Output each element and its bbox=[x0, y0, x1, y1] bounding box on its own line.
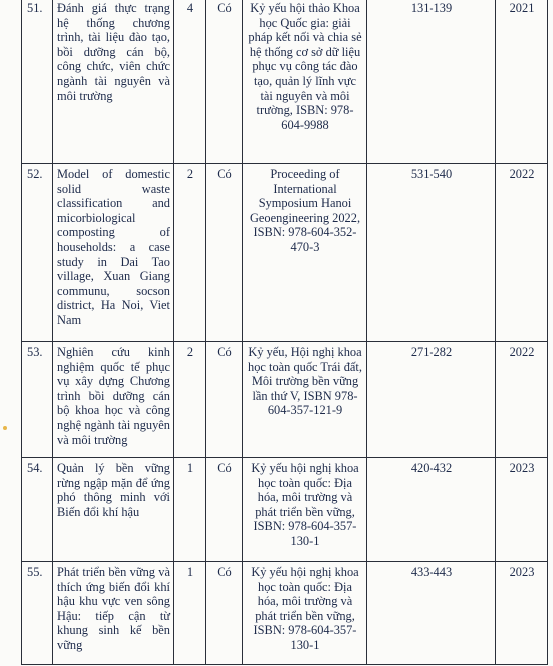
row-author-count: 4 bbox=[174, 0, 206, 164]
row-title: Đánh giá thực trạng hệ thống chương trình, tài liệu đào tạo, bồi dưỡng cán bộ, công chức, viên chức ngành tài nguyên và môi trường bbox=[53, 0, 174, 164]
row-venue: Proceeding of International Symposium Hanoi Geoengineering 2022, ISBN: 978-604-352-470-3 bbox=[243, 164, 367, 342]
scan-mark bbox=[3, 426, 7, 430]
row-title: Nghiên cứu kinh nghiệm quốc tế phục vụ xây dựng Chương trình bồi dưỡng cán bộ khoa học và công nghệ ngành tài nguyên và môi trường bbox=[53, 342, 174, 458]
row-title: Phát triển bền vững và thích ứng biến đổi khí hậu khu vực ven sông Hậu: tiếp cận từ khung sinh kế bền vững bbox=[53, 562, 174, 665]
row-author-count: 1 bbox=[174, 458, 206, 562]
row-number: 53. bbox=[22, 342, 53, 458]
row-venue: Kỷ yếu hội nghị khoa học toàn quốc: Địa hóa, môi trường và phát triển bền vững, ISBN: 978-604-357-130-1 bbox=[243, 562, 367, 665]
row-pages: 420-432 bbox=[367, 458, 496, 562]
row-main-author: Có bbox=[206, 0, 243, 164]
row-year: 2023 bbox=[496, 562, 548, 665]
row-main-author: Có bbox=[206, 458, 243, 562]
row-venue: Kỷ yếu, Hội nghị khoa học toàn quốc Trái đất, Môi trường bền vững lần thứ V, ISBN 978-604-357-121-9 bbox=[243, 342, 367, 458]
row-pages: 531-540 bbox=[367, 164, 496, 342]
row-author-count: 2 bbox=[174, 342, 206, 458]
table-row bbox=[22, 562, 548, 665]
row-number: 55. bbox=[22, 562, 53, 665]
row-number: 54. bbox=[22, 458, 53, 562]
row-main-author: Có bbox=[206, 164, 243, 342]
row-author-count: 2 bbox=[174, 164, 206, 342]
row-number: 51. bbox=[22, 0, 53, 164]
table-row bbox=[22, 0, 548, 164]
row-number: 52. bbox=[22, 164, 53, 342]
row-venue: Kỷ yếu hội thảo Khoa học Quốc gia: giải pháp kết nối và chia sẻ hệ thống cơ sở dữ liệu phục vụ công tác đào tạo, quản lý lĩnh vực tài nguyên và môi trường, ISBN: 978-604-9988 bbox=[243, 0, 367, 164]
row-main-author: Có bbox=[206, 562, 243, 665]
row-pages: 433-443 bbox=[367, 562, 496, 665]
row-year: 2022 bbox=[496, 164, 548, 342]
row-venue: Kỷ yếu hội nghị khoa học toàn quốc: Địa hóa, môi trường và phát triển bền vững, ISBN: 978-604-357-130-1 bbox=[243, 458, 367, 562]
row-year: 2021 bbox=[496, 0, 548, 164]
row-author-count: 1 bbox=[174, 562, 206, 665]
publications-table bbox=[21, 0, 548, 665]
table-row bbox=[22, 458, 548, 562]
row-year: 2023 bbox=[496, 458, 548, 562]
table-row bbox=[22, 342, 548, 458]
row-year: 2022 bbox=[496, 342, 548, 458]
row-pages: 271-282 bbox=[367, 342, 496, 458]
row-title: Quản lý bền vững rừng ngập mặn để ứng phó thông minh với Biến đổi khí hậu bbox=[53, 458, 174, 562]
table-row bbox=[22, 164, 548, 342]
row-pages: 131-139 bbox=[367, 0, 496, 164]
row-title: Model of domestic solid waste classification and micorbiological composting of households: a case study in Dai Tao village, Xuan Giang communu, socson district, Ha Noi, Viet Nam bbox=[53, 164, 174, 342]
row-main-author: Có bbox=[206, 342, 243, 458]
